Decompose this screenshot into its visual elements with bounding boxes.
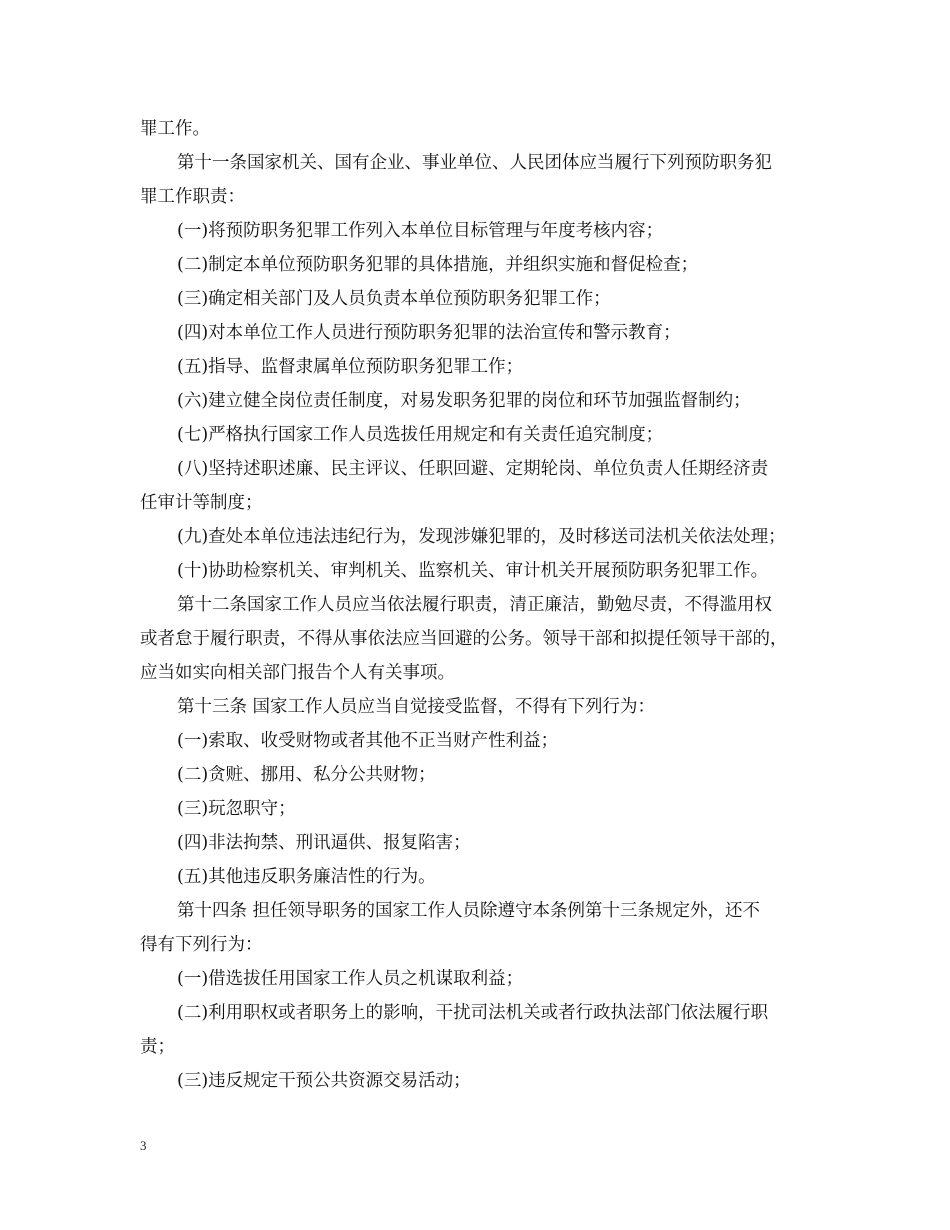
text-line: (三)违反规定干预公共资源交易活动； bbox=[177, 1071, 471, 1091]
text-line: (一)索取、收受财物或者其他不正当财产性利益； bbox=[177, 731, 559, 751]
text-line: (九)查处本单位违法违纪行为，发现涉嫌犯罪的，及时移送司法机关依法处理； bbox=[177, 527, 786, 547]
text-line: (五)其他违反职务廉洁性的行为。 bbox=[177, 867, 436, 887]
text-line: (一)将预防职务犯罪工作列入本单位目标管理与年度考核内容； bbox=[177, 221, 664, 241]
text-line: (一)借选拔任用国家工作人员之机谋取利益； bbox=[177, 969, 524, 989]
text-line: (三)确定相关部门及人员负责本单位预防职务犯罪工作； bbox=[177, 289, 611, 309]
text-line: (八)坚持述职述廉、民主评议、任职回避、定期轮岗、单位负责人任期经济责 bbox=[177, 459, 769, 479]
text-line: 任审计等制度； bbox=[140, 493, 263, 513]
text-line: (四)对本单位工作人员进行预防职务犯罪的法治宣传和警示教育； bbox=[177, 323, 681, 343]
text-line: 第十二条国家工作人员应当依法履行职责，清正廉洁，勤勉尽责，不得滥用权 bbox=[177, 595, 772, 615]
text-line: 罪工作。 bbox=[140, 119, 210, 139]
text-line: (十)协助检察机关、审判机关、监察机关、审计机关开展预防职务犯罪工作。 bbox=[177, 561, 769, 581]
text-line: 得有下列行为： bbox=[140, 935, 263, 955]
text-line: 应当如实向相关部门报告个人有关事项。 bbox=[140, 663, 455, 683]
text-line: 第十三条 国家工作人员应当自觉接受监督，不得有下列行为： bbox=[177, 697, 656, 717]
text-line: (六)建立健全岗位责任制度，对易发职务犯罪的岗位和环节加强监督制约； bbox=[177, 391, 751, 411]
text-line: 第十四条 担任领导职务的国家工作人员除遵守本条例第十三条规定外，还不 bbox=[177, 901, 761, 921]
text-line: 第十一条国家机关、国有企业、事业单位、人民团体应当履行下列预防职务犯 bbox=[177, 153, 772, 173]
text-line: (二)制定本单位预防职务犯罪的具体措施，并组织实施和督促检查； bbox=[177, 255, 699, 275]
document-body bbox=[140, 112, 820, 1098]
text-line: (二)利用职权或者职务上的影响，干扰司法机关或者行政执法部门依法履行职 bbox=[177, 1003, 769, 1023]
text-line: (五)指导、监督隶属单位预防职务犯罪工作； bbox=[177, 357, 524, 377]
text-line: 或者怠于履行职责，不得从事依法应当回避的公务。领导干部和拟提任领导干部的， bbox=[140, 629, 788, 649]
page-number: 3 bbox=[140, 1138, 147, 1153]
text-line: 罪工作职责： bbox=[140, 187, 245, 207]
text-line: (三)玩忽职守； bbox=[177, 799, 296, 819]
text-line: 责； bbox=[140, 1037, 175, 1057]
text-line: (二)贪赃、挪用、私分公共财物； bbox=[177, 765, 436, 785]
text-line: (七)严格执行国家工作人员选拔任用规定和有关责任追究制度； bbox=[177, 425, 664, 445]
text-line: (四)非法拘禁、刑讯逼供、报复陷害； bbox=[177, 833, 471, 853]
